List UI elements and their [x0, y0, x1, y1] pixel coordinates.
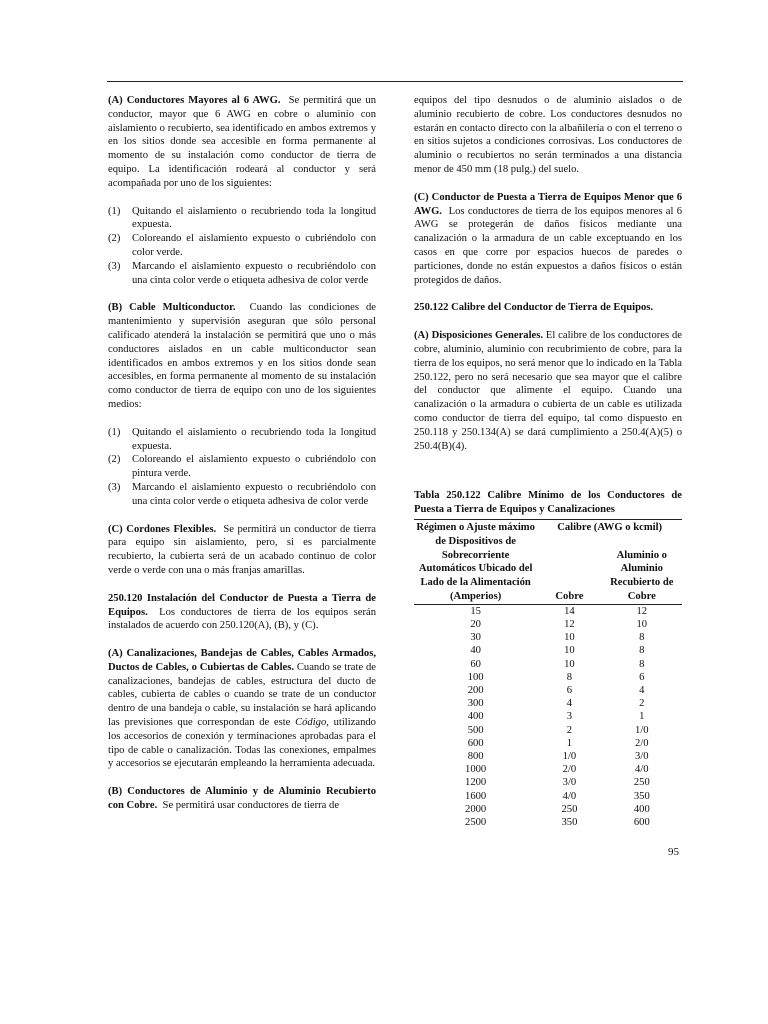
cell-rating: 1600 [465, 790, 487, 802]
cell-rating: 1000 [465, 764, 487, 776]
cell-aluminio: 2/0 [635, 737, 649, 749]
section-b-text: Cuando las condiciones de mantenimiento y supervisión aseguran que sólo personal calificado atenderá la instalación se permitirá que uno o más conductores aislados en un cable multiconductor sean identificados en ambos extremos y en los sitios donde sean accesibles, en forma permanente al momento de su instalación como conductor de tierra de equipo con uno de los siguientes medios: [108, 302, 376, 410]
table-title: Tabla 250.122 Calibre Mínimo de los Conductores de Puesta a Tierra de Equipos y Canalizaciones [414, 489, 682, 520]
right-column [414, 94, 682, 829]
list-item-text: Quitando el aislamiento o recubriendo toda la longitud expuesta. [132, 426, 376, 452]
section-b-paragraph [108, 301, 376, 411]
section-250-120-c-text: Los conductores de tierra de los equipos menores al 6 AWG se protegerán de daños físicos mediante una canalización o la armadura de un cable exceptuando en los casos en que corre por espacios huecos de paredes o particiones, donde no están expuestos a daños físicos o están protegidos de daños. [414, 205, 683, 286]
section-250-120-a-paragraph [108, 647, 376, 771]
cell-rating: 20 [470, 618, 481, 630]
table-row [414, 618, 682, 631]
cell-rating: 1200 [465, 777, 487, 789]
list-item [108, 260, 376, 288]
cell-aluminio: 8 [639, 645, 645, 657]
list-item-number: (2) [108, 454, 121, 466]
section-250-120-a-heading: (A) Canalizaciones, Bandejas de Cables, Cables Armados, Ductos de Cables, o Cubiertas de Cables. [108, 648, 376, 673]
cell-cobre: 250 [561, 803, 578, 815]
table-row [414, 750, 682, 763]
cell-aluminio: 8 [639, 632, 645, 644]
section-250-120-text: Los conductores de tierra de los equipos serán instalados de acuerdo con 250.120(A), (B), y (C). [108, 606, 376, 632]
header-calibre-group: Calibre (AWG o kcmil) [557, 521, 663, 533]
cell-aluminio: 4 [639, 684, 645, 696]
section-a-paragraph [108, 94, 376, 191]
section-c-paragraph [108, 523, 376, 578]
left-column [108, 94, 376, 827]
table-row [414, 790, 682, 803]
cell-rating: 600 [467, 737, 484, 749]
cell-aluminio: 4/0 [635, 764, 649, 776]
continued-paragraph: equipos del tipo desnudos o de aluminio aislados o de aluminio recubierto de cobre. Los conductores desnudos no estarán en contacto directo con la albañilería o con el terreno o en sitios sujetos a condiciones corrosivas. Los conductores de aluminio o recubiertos no serán terminados a una distancia menor de 450 mm (18 pulg.) del suelo. [414, 95, 682, 175]
cell-aluminio: 1/0 [635, 724, 649, 736]
cell-aluminio: 8 [639, 658, 645, 670]
list-item-number: (2) [108, 233, 121, 245]
cell-aluminio: 250 [633, 777, 650, 789]
list-item-number: (1) [108, 426, 121, 438]
cell-cobre: 1 [566, 737, 573, 749]
cell-cobre: 10 [564, 645, 575, 657]
page-number: 95 [668, 846, 679, 858]
cell-cobre: 3 [566, 711, 573, 723]
header-rating: Régimen o Ajuste máximo de Dispositivos de Sobrecorriente Automáticos Ubicado del Lado de la Alimentación (Amperios) [414, 521, 537, 604]
cell-rating: 100 [467, 671, 484, 683]
cell-cobre: 4 [566, 698, 573, 710]
section-b-list [108, 426, 376, 509]
cell-cobre: 6 [566, 684, 573, 696]
table-row [414, 737, 682, 750]
cell-rating: 30 [470, 632, 481, 644]
list-item-text: Coloreando el aislamiento expuesto o cubriéndolo con color verde. [132, 233, 376, 258]
calibre-table [414, 521, 682, 829]
section-250-120-c-paragraph [414, 191, 682, 288]
list-item-text: Coloreando el aislamiento expuesto o cubriéndolo con pintura verde. [132, 454, 376, 480]
cell-rating: 800 [467, 750, 484, 762]
table-body [414, 604, 682, 829]
section-250-120-a-text-1: Cuando se trate de canalizaciones, bandejas de cables, estructura del ducto de cables, cubierta de cables o cuando se trate de un conductor dentro de una bandeja o cable, su instalación se hará aplicando las previsiones que correspondan de este [108, 661, 376, 729]
table-row [414, 631, 682, 644]
cell-rating: 2000 [465, 803, 487, 815]
section-a-heading: (A) Conductores Mayores al 6 AWG. [108, 95, 281, 106]
cell-cobre: 2/0 [562, 764, 577, 776]
cell-aluminio: 10 [636, 618, 648, 630]
section-250-120-a-text-2: , utilizando los accesorios de conexión y terminaciones aprobadas para el tipo de cable o canalización. Todas las conexiones, empalmes y accesorios se ejecutarán empleando la herramienta adecuada. [108, 717, 376, 770]
section-250-120-c-heading: (C) Conductor de Puesta a Tierra de Equipos Menor que 6 AWG. [414, 191, 682, 217]
cell-cobre: 12 [564, 618, 575, 630]
list-item [108, 426, 376, 454]
cell-aluminio: 2 [639, 698, 645, 710]
section-250-120-b-text: Se permitirá usar conductores de tierra de [162, 800, 340, 812]
cell-aluminio: 350 [633, 790, 650, 802]
list-item-number: (1) [108, 205, 121, 217]
cell-rating: 40 [470, 645, 481, 657]
cell-aluminio: 6 [639, 671, 645, 683]
table-row [414, 671, 682, 684]
cell-aluminio: 12 [636, 605, 648, 617]
section-b-heading: (B) Cable Multiconductor. [108, 302, 236, 314]
cell-rating: 300 [467, 698, 484, 710]
section-250-122-heading: 250.122 Calibre del Conductor de Tierra de Equipos. [414, 302, 654, 314]
top-rule [107, 81, 683, 82]
cell-cobre: 10 [564, 658, 575, 670]
table-row [414, 658, 682, 671]
cell-cobre: 2 [566, 724, 573, 736]
header-cobre: Cobre [537, 537, 601, 604]
table-row [414, 684, 682, 697]
table-row [414, 763, 682, 776]
section-250-122-a-heading: (A) Disposiciones Generales. [414, 330, 544, 342]
section-250-122-a-paragraph [414, 329, 682, 453]
cell-rating: 400 [467, 711, 484, 723]
cell-rating: 500 [467, 724, 484, 736]
list-item-number: (3) [108, 481, 121, 493]
cell-aluminio: 3/0 [635, 750, 649, 762]
cell-cobre: 8 [566, 671, 573, 683]
header-aluminio: Aluminio o Aluminio Recubierto de Cobre [602, 537, 682, 604]
table-row [414, 710, 682, 723]
table-row [414, 604, 682, 618]
cell-rating: 2500 [465, 816, 487, 828]
cell-rating: 60 [470, 658, 481, 670]
cell-aluminio: 400 [633, 803, 650, 815]
cell-cobre: 10 [564, 632, 575, 644]
section-a-text: Se permitirá que un conductor, mayor que 6 AWG en cobre o aluminio con aislamiento o recubierto, sea identificado en ambos extremos y en los sitios donde sea accesible en forma permanente al momento de su instalación como conductor de tierra de equipo. La identificación rodeará al conductor y será acompañada por uno de los siguientes: [108, 95, 376, 189]
section-250-120-b-heading: (B) Conductores de Aluminio y de Aluminio Recubierto con Cobre. [108, 786, 376, 812]
list-item [108, 453, 376, 481]
table-row [414, 644, 682, 657]
section-c-text: Se permitirá un conductor de tierra para equipo sin aislamiento, pero, si es parcialmente recubierto, la cubierta será de un acabado continuo de color verde o verde con una o más franjas amarillas. [108, 523, 376, 576]
table-row [414, 697, 682, 710]
list-item-text: Quitando el aislamiento o recubriendo toda la longitud expuesta. [132, 205, 376, 231]
cell-cobre: 4/0 [562, 790, 577, 802]
section-a-list [108, 205, 376, 288]
section-250-122-a-text: El calibre de los conductores de cobre, aluminio, aluminio con recubrimiento de cobre, para la tierra de los equipos, no será menor que lo indicado en la Tabla 250.122, pero no será necesario que sea mayor que el calibre del conductor que alimente el equipo. Cuando una canalización o la armadura o cubierta de un cable es utilizada como conductor de tierra del equipo, tal como dispuesto en 250.118 y 250.134(A) se dará cumplimiento a 250.4(A)(5) o 250.4(B)(4). [414, 330, 682, 452]
cell-aluminio: 1 [639, 711, 645, 723]
cell-cobre: 3/0 [562, 777, 577, 789]
list-item [108, 481, 376, 509]
list-item [108, 232, 376, 260]
table-row [414, 724, 682, 737]
list-item-number: (3) [108, 260, 121, 272]
cell-rating: 200 [467, 684, 484, 696]
list-item-text: Marcando el aislamiento expuesto o recubriéndolo con una cinta color verde o etiqueta adhesiva de color verde [132, 481, 376, 507]
table-row [414, 803, 682, 816]
section-250-120-paragraph [108, 592, 376, 633]
cell-cobre: 1/0 [562, 750, 577, 762]
cell-aluminio: 600 [633, 816, 650, 828]
cell-cobre: 14 [564, 605, 575, 617]
cell-cobre: 350 [561, 816, 578, 828]
section-c-heading: (C) Cordones Flexibles. [108, 523, 217, 535]
table-row [414, 816, 682, 829]
list-item [108, 205, 376, 233]
cell-rating: 15 [470, 605, 481, 617]
codigo-emphasis: Código [295, 717, 327, 729]
list-item-text: Marcando el aislamiento expuesto o recubriéndolo con una cinta color verde o etiqueta adhesiva de color verde [132, 260, 376, 286]
section-250-120-b-paragraph [108, 785, 376, 813]
section-250-120-heading: 250.120 Instalación del Conductor de Puesta a Tierra de Equipos. [108, 592, 376, 618]
table-row [414, 776, 682, 789]
table-block [414, 489, 682, 829]
